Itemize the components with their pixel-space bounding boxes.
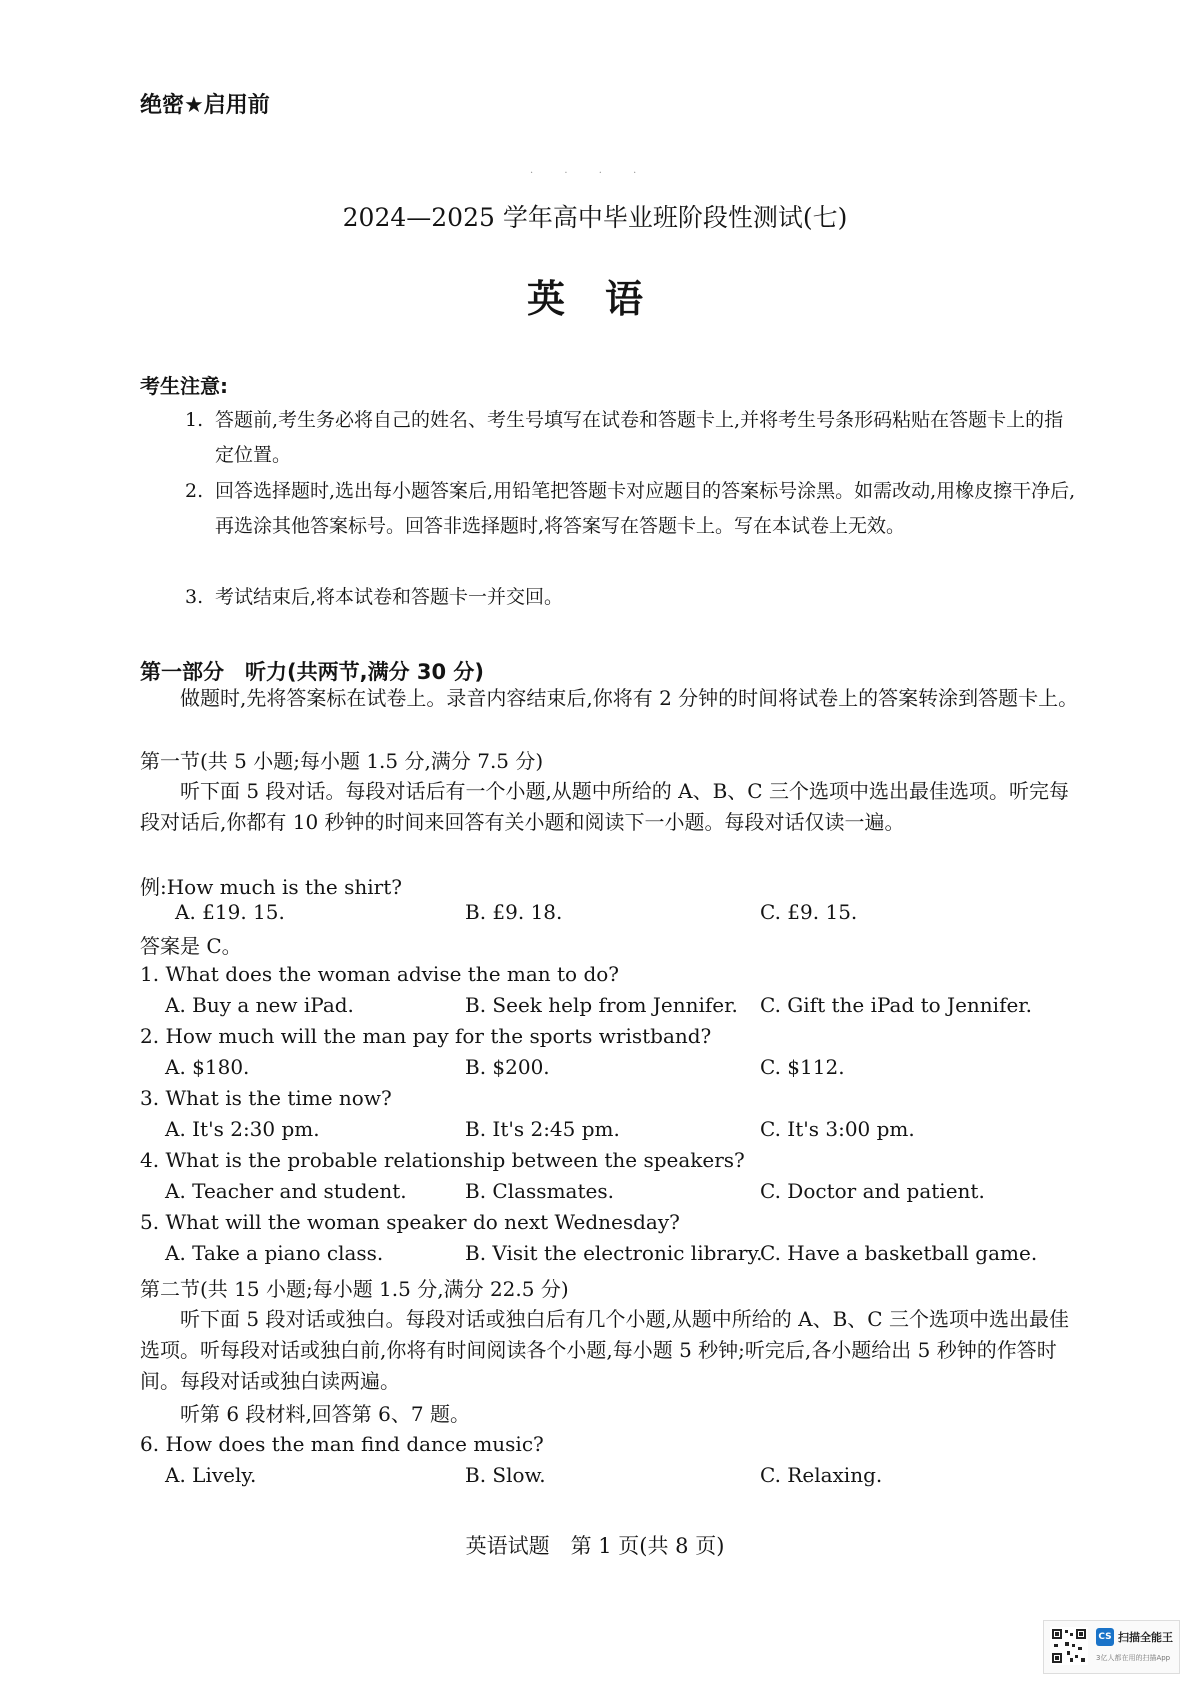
notice-item bbox=[185, 403, 1080, 473]
exam-title: 2024—2025 学年高中毕业班阶段性测试(七) bbox=[342, 203, 848, 232]
option-4b: B. Classmates. bbox=[465, 1179, 614, 1203]
option-1a: A. Buy a new iPad. bbox=[165, 993, 354, 1017]
option-5a: A. Take a piano class. bbox=[165, 1241, 384, 1265]
example-option-a: A. £19. 15. bbox=[175, 900, 285, 924]
option-3c: C. It's 3:00 pm. bbox=[760, 1117, 915, 1141]
example-question: 例:How much is the shirt? bbox=[140, 875, 402, 899]
notice-text: 回答选择题时,选出每小题答案后,用铅笔把答题卡对应题目的答案标号涂黑。如需改动,用橡皮擦干净后,再选涂其他答案标号。回答非选择题时,将答案写在答题卡上。写在本试卷上无效。 bbox=[215, 480, 1076, 537]
option-4a: A. Teacher and student. bbox=[165, 1179, 407, 1203]
example-answer: 答案是 C。 bbox=[140, 934, 242, 958]
decorative-dots: · · · · bbox=[530, 168, 651, 179]
example-option-c: C. £9. 15. bbox=[760, 900, 858, 924]
example-option-b: B. £9. 18. bbox=[465, 900, 563, 924]
option-6a: A. Lively. bbox=[165, 1463, 257, 1487]
section2-material: 听第 6 段材料,回答第 6、7 题。 bbox=[180, 1402, 470, 1426]
part1-intro: 做题时,先将答案标在试卷上。录音内容结束后,你将有 2 分钟的时间将试卷上的答案转涂到答题卡上。 bbox=[180, 686, 1079, 710]
option-2b: B. $200. bbox=[465, 1055, 550, 1079]
part1-heading: 第一部分 听力(共两节,满分 30 分) bbox=[140, 660, 485, 684]
option-2c: C. $112. bbox=[760, 1055, 845, 1079]
option-3b: B. It's 2:45 pm. bbox=[465, 1117, 620, 1141]
question-6: 6. How does the man find dance music? bbox=[140, 1432, 544, 1456]
section2-instructions: 听下面 5 段对话或独白。每段对话或独白后有几个小题,从题中所给的 A、B、C 三个选项中选出最佳选项。听每段对话或独白前,你将有时间阅读各个小题,每小题 5 秒钟;听完后,各小题给出 5 秒钟的作答时间。每段对话或独白读两遍。 bbox=[140, 1307, 1069, 1393]
notice-heading: 考生注意: bbox=[140, 374, 228, 398]
notice-text: 考试结束后,将本试卷和答题卡一并交回。 bbox=[215, 586, 564, 608]
scanner-watermark bbox=[1043, 1620, 1180, 1674]
scanner-logo: CS bbox=[1096, 1628, 1114, 1646]
section2-heading: 第二节(共 15 小题;每小题 1.5 分,满分 22.5 分) bbox=[140, 1277, 569, 1301]
notice-text: 答题前,考生务必将自己的姓名、考生号填写在试卷和答题卡上,并将考生号条形码粘贴在答题卡上的指定位置。 bbox=[215, 409, 1064, 466]
notice-number: 3. bbox=[185, 586, 204, 608]
option-5c: C. Have a basketball game. bbox=[760, 1241, 1038, 1265]
option-6b: B. Slow. bbox=[465, 1463, 546, 1487]
question-1: 1. What does the woman advise the man to do? bbox=[140, 962, 620, 986]
option-5b: B. Visit the electronic library. bbox=[465, 1241, 763, 1265]
option-4c: C. Doctor and patient. bbox=[760, 1179, 985, 1203]
question-5: 5. What will the woman speaker do next Wednesday? bbox=[140, 1210, 680, 1234]
scanner-app-name: 扫描全能王 bbox=[1118, 1631, 1173, 1644]
option-2a: A. $180. bbox=[165, 1055, 250, 1079]
section1-instructions: 听下面 5 段对话。每段对话后有一个小题,从题中所给的 A、B、C 三个选项中选出最佳选项。听完每段对话后,你都有 10 秒钟的时间来回答有关小题和阅读下一小题。每段对话仅读一遍。 bbox=[140, 779, 1069, 834]
question-3: 3. What is the time now? bbox=[140, 1086, 392, 1110]
option-6c: C. Relaxing. bbox=[760, 1463, 883, 1487]
option-3a: A. It's 2:30 pm. bbox=[165, 1117, 320, 1141]
notice-number: 1. bbox=[185, 409, 204, 431]
notice-item bbox=[185, 580, 1080, 615]
option-1c: C. Gift the iPad to Jennifer. bbox=[760, 993, 1033, 1017]
option-1b: B. Seek help from Jennifer. bbox=[465, 993, 738, 1017]
notice-number: 2. bbox=[185, 480, 204, 502]
question-2: 2. How much will the man pay for the sports wristband? bbox=[140, 1024, 712, 1048]
notice-item bbox=[185, 474, 1080, 544]
page-footer: 英语试题 第 1 页(共 8 页) bbox=[465, 1534, 725, 1558]
question-4: 4. What is the probable relationship between the speakers? bbox=[140, 1148, 745, 1172]
scanner-tagline: 3亿人都在用的扫描App bbox=[1096, 1654, 1171, 1662]
section1-heading: 第一节(共 5 小题;每小题 1.5 分,满分 7.5 分) bbox=[140, 749, 544, 773]
confidential-mark: 绝密★启用前 bbox=[140, 93, 270, 118]
qr-code-icon bbox=[1050, 1627, 1088, 1665]
subject-title: 英语 bbox=[526, 277, 683, 321]
